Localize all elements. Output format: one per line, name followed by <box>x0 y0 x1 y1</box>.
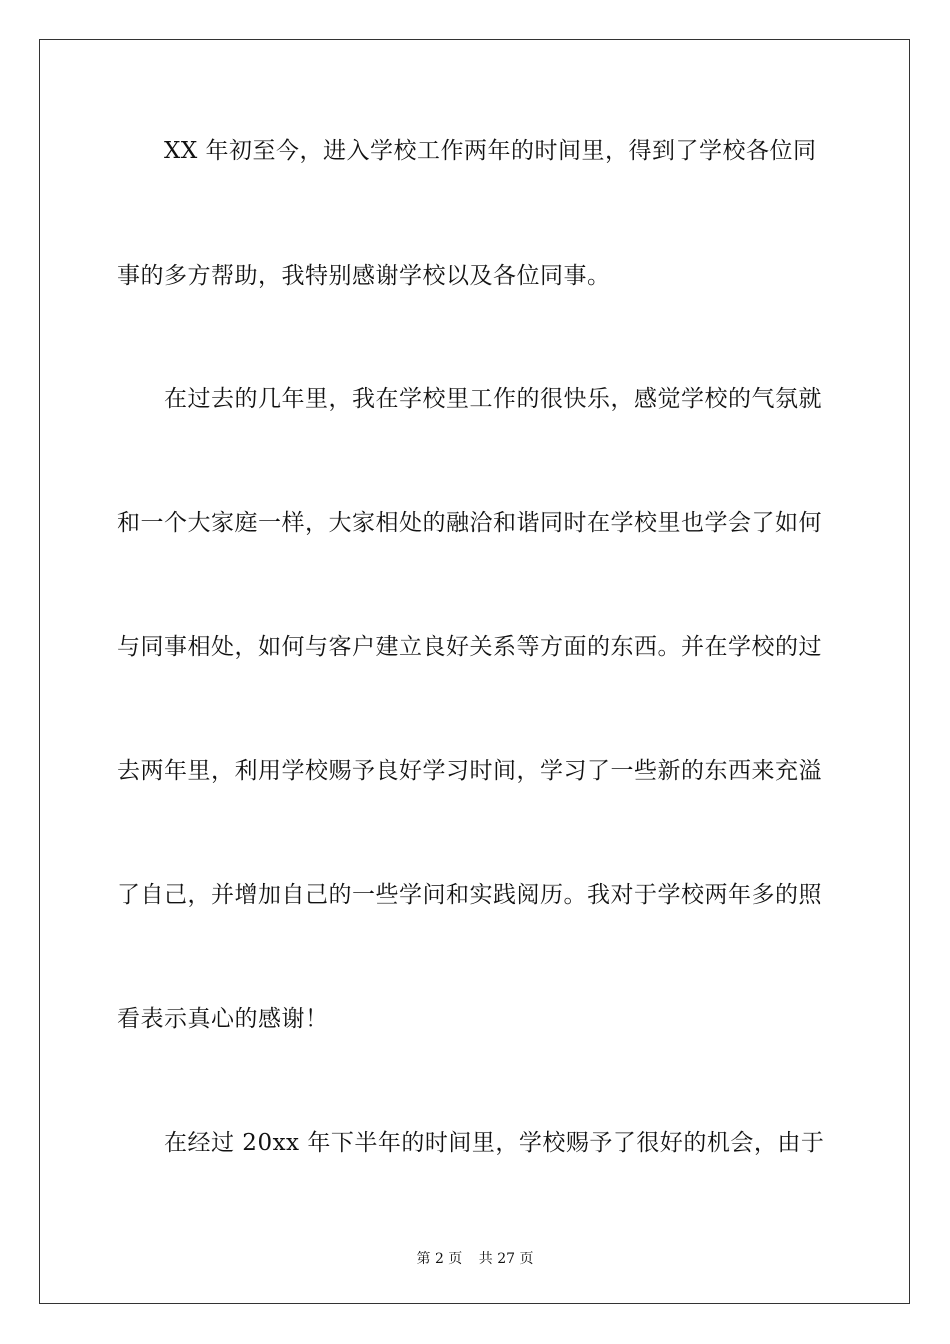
text-line: 和一个大家庭一样，大家相处的融洽和谐同时在学校里也学会了如何 <box>117 510 822 536</box>
text-line: XX 年初至今，进入学校工作两年的时间里，得到了学校各位同 <box>164 138 817 164</box>
text-line: 与同事相处，如何与客户建立良好关系等方面的东西。并在学校的过 <box>117 634 822 660</box>
text-line: 在经过 20xx 年下半年的时间里，学校赐予了很好的机会，由于 <box>164 1130 825 1156</box>
page-total: 共 27 页 <box>478 1251 534 1267</box>
page-footer <box>0 1248 950 1268</box>
text-line: 了自己，并增加自己的一些学问和实践阅历。我对于学校两年多的照 <box>117 882 822 908</box>
text-line: 事的多方帮助，我特别感谢学校以及各位同事。 <box>117 263 611 289</box>
text-line: 看表示真心的感谢！ <box>117 1006 329 1032</box>
text-line: 在过去的几年里，我在学校里工作的很快乐，感觉学校的气氛就 <box>164 386 822 412</box>
page-frame <box>39 39 910 1304</box>
page-number: 第 2 页 <box>416 1251 463 1267</box>
text-line: 去两年里，利用学校赐予良好学习时间，学习了一些新的东西来充溢 <box>117 758 822 784</box>
